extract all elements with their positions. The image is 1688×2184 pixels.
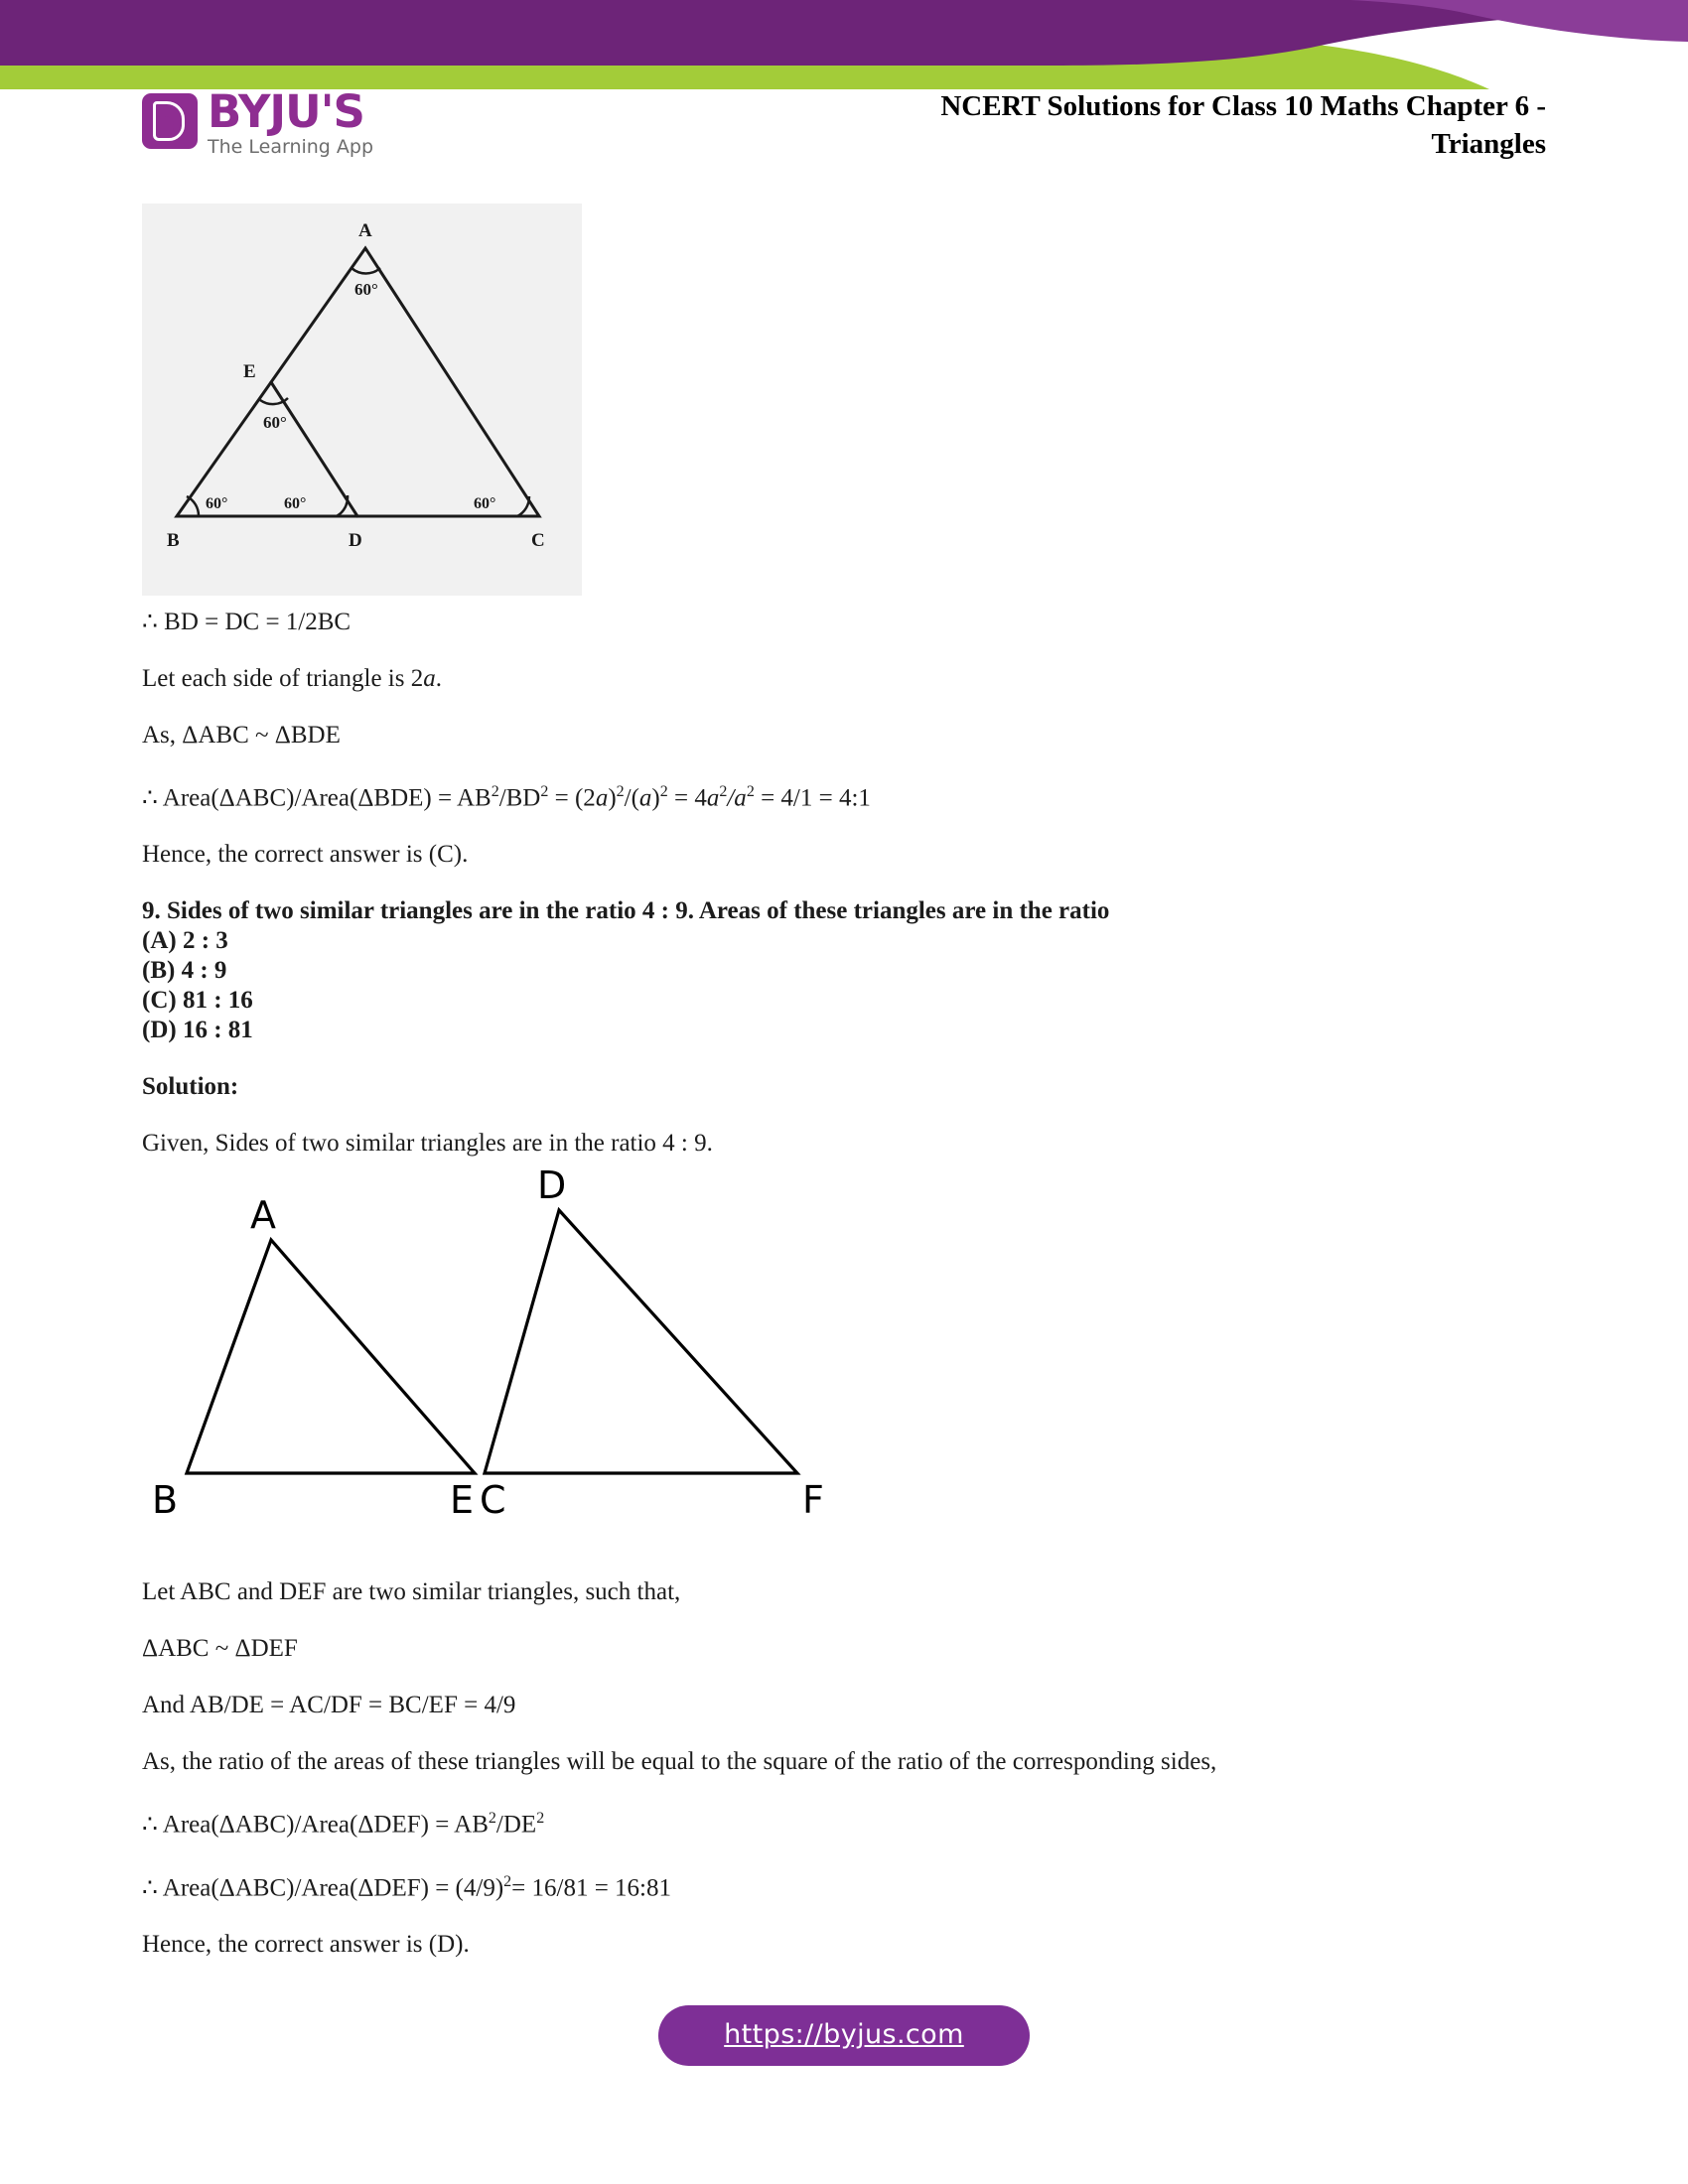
- fig2-label-D: D: [537, 1170, 567, 1208]
- text-let-abc-def: Let ABC and DEF are two similar triangles, such that,: [142, 1578, 681, 1606]
- fig1-label-D: D: [349, 530, 362, 551]
- text-answer-d: Hence, the correct answer is (D).: [142, 1930, 470, 1958]
- fig1-angle-A: 60°: [354, 280, 378, 299]
- text-similarity-abc-bde: As, ΔABC ~ ΔBDE: [142, 722, 341, 749]
- text-area-result: ∴ Area(ΔABC)/Area(ΔDEF) = $(4/9)^2= 16/81$ = 16:81: [142, 1872, 671, 1901]
- fig1-label-C: C: [531, 530, 545, 551]
- fig2-label-E: E: [450, 1478, 475, 1523]
- text-answer-c: Hence, the correct answer is (C).: [142, 841, 469, 869]
- byjus-logo-tagline: The Learning App: [208, 136, 374, 158]
- text-area-ratio-abc-bde: ∴ Area(ΔABC)/Area(ΔBDE) = $AB^2/BD^2 = (2a)^2/(a)^2 = 4a^2/a^2 = 4/1$ = 4:1: [142, 783, 871, 812]
- question-9-stem: 9. Sides of two similar triangles are in the ratio 4 : 9. Areas of these triangles are in the ratio: [142, 897, 1110, 925]
- text-area-formula: ∴ Area(ΔABC)/Area(ΔDEF) = $AB^2/DE^2$: [142, 1810, 545, 1839]
- page-title: [652, 87, 1546, 163]
- fig2-label-A: A: [250, 1193, 276, 1238]
- fig1-label-B: B: [167, 530, 180, 551]
- fig1-angle-B: 60°: [206, 495, 228, 512]
- banner-purple-band: [0, 0, 1688, 66]
- text-side-ratios: And AB/DE = AC/DF = BC/EF = 4/9: [142, 1692, 516, 1719]
- text-let-side-var: a: [423, 665, 436, 692]
- solution-label: Solution:: [142, 1073, 239, 1101]
- text-let-side: [142, 664, 1552, 694]
- fig1-angle-D: 60°: [284, 495, 307, 512]
- byjus-logo-mark-icon: [142, 93, 198, 149]
- byjus-logo: [142, 85, 374, 158]
- page-title-line-2: Triangles: [1431, 128, 1546, 160]
- fig1-label-A: A: [358, 220, 372, 241]
- text-let-side-part1: Let each side of triangle is 2: [142, 665, 424, 692]
- text-similarity-abc-def: ΔABC ~ ΔDEF: [142, 1635, 298, 1663]
- fig2-label-B: B: [152, 1478, 179, 1523]
- text-let-side-part2: .: [435, 665, 442, 692]
- fig2-label-F: F: [802, 1478, 824, 1523]
- text-given-ratio: Given, Sides of two similar triangles are in the ratio 4 : 9.: [142, 1130, 713, 1158]
- page-footer: [0, 2005, 1688, 2066]
- question-9-option-d: (D) 16 : 81: [142, 1017, 253, 1044]
- fig1-angle-C: 60°: [474, 495, 496, 512]
- figure-triangle-abc-de: [142, 204, 582, 596]
- byjus-url-button[interactable]: https://byjus.com: [658, 2005, 1030, 2066]
- fig2-label-C: C: [480, 1478, 506, 1523]
- question-9-option-c: (C) 81 : 16: [142, 987, 253, 1015]
- document-content: [142, 204, 1552, 1960]
- question-9-option-a: (A) 2 : 3: [142, 927, 228, 955]
- question-9-option-b: (B) 4 : 9: [142, 957, 227, 985]
- fig1-label-E: E: [243, 361, 256, 382]
- page-header: [0, 87, 1688, 197]
- byjus-logo-wordmark: BYJU'S: [208, 85, 364, 138]
- fig1-angle-E: 60°: [263, 413, 287, 432]
- page-title-line-1: NCERT Solutions for Class 10 Maths Chapter 6 -: [940, 90, 1546, 122]
- text-area-square-rule: As, the ratio of the areas of these triangles will be equal to the square of the ratio of the corresponding sides,: [142, 1748, 1217, 1776]
- text-bd-dc: ∴ BD = DC = 1/2BC: [142, 609, 352, 635]
- figure-two-similar-triangles: [142, 1170, 1036, 1577]
- top-decorative-banner: [0, 0, 1688, 89]
